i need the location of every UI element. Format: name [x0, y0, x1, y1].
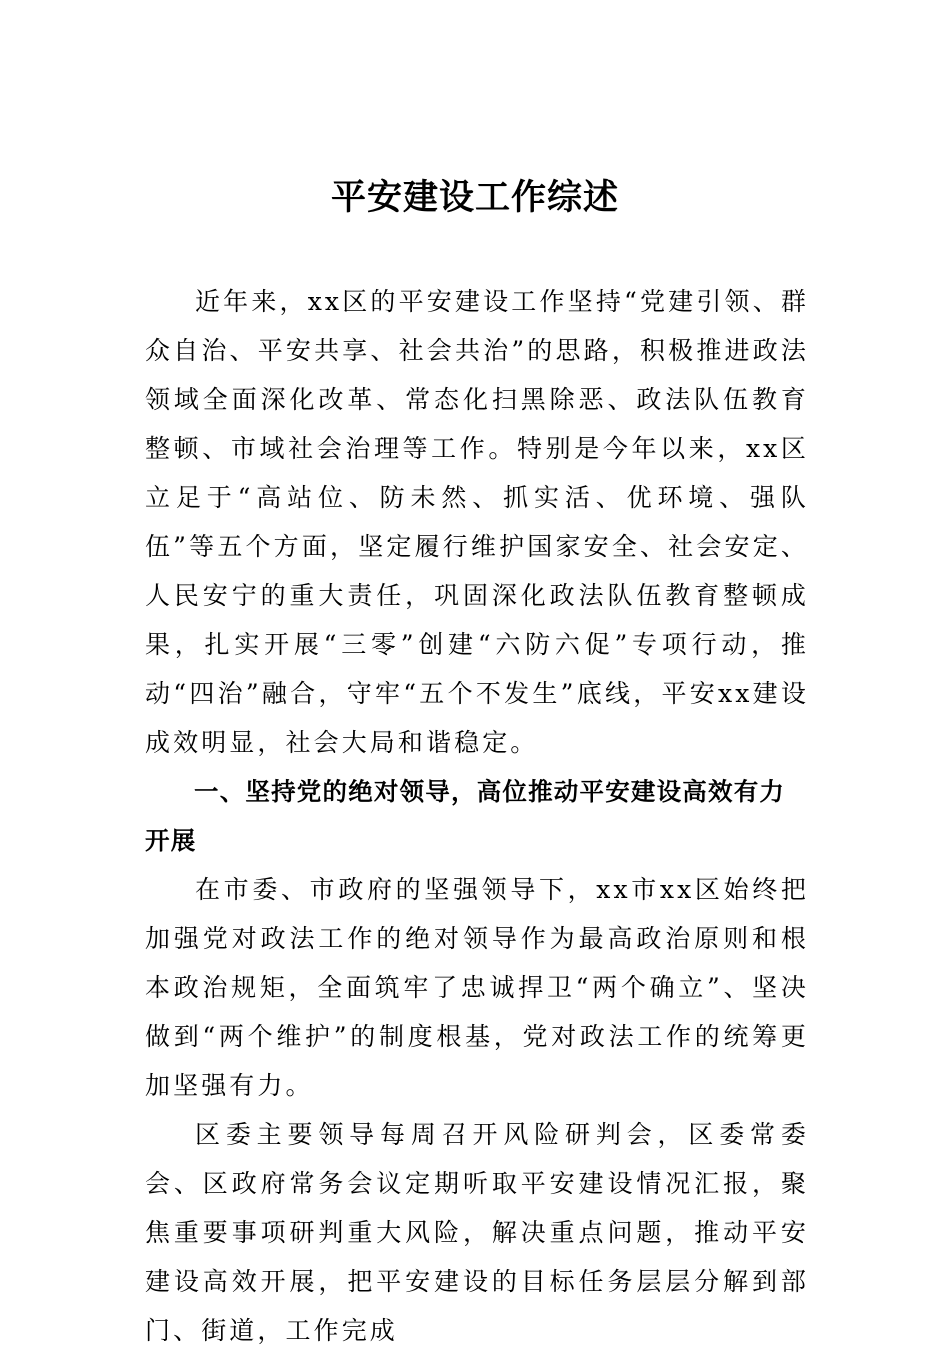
paragraph-intro: 近年来，xx区的平安建设工作坚持“党建引领、群众自治、平安共享、社会共治”的思路，积极推进政法领域全面深化改革、常态化扫黑除恶、政法队伍教育整顿、市域社会治理等工作。特别是今年以来，xx区立足于“高站位、防未然、抓实活、优环境、强队伍”等五个方面，坚定履行维护国家安全、社会安定、人民安宁的重大责任，巩固深化政法队伍教育整顿成果，扎实开展“三零”创建“六防六促”专项行动，推动“四治”融合，守牢“五个不发生”底线，平安xx建设成效明显，社会大局和谐稳定。 [145, 287, 809, 757]
section-heading-1: 一、坚持党的绝对领导，高位推动平安建设高效有力开展 [145, 777, 786, 855]
document-body [145, 277, 809, 1355]
document-title: 平安建设工作综述 [330, 177, 619, 218]
paragraph-risk-meetings: 区委主要领导每周召开风险研判会，区委常委会、区政府常务会议定期听取平安建设情况汇报，聚焦重要事项研判重大风险，解决重点问题，推动平安建设高效开展，把平安建设的目标任务层层分解到部门、街道，工作完成 [145, 1120, 809, 1345]
paragraph-party-leadership: 在市委、市政府的坚强领导下，xx市xx区始终把加强党对政法工作的绝对领导作为最高政治原则和根本政治规矩，全面筑牢了忠诚捍卫“两个确立”、坚决做到“两个维护”的制度根基，党对政法工作的统筹更加坚强有力。 [145, 875, 809, 1100]
